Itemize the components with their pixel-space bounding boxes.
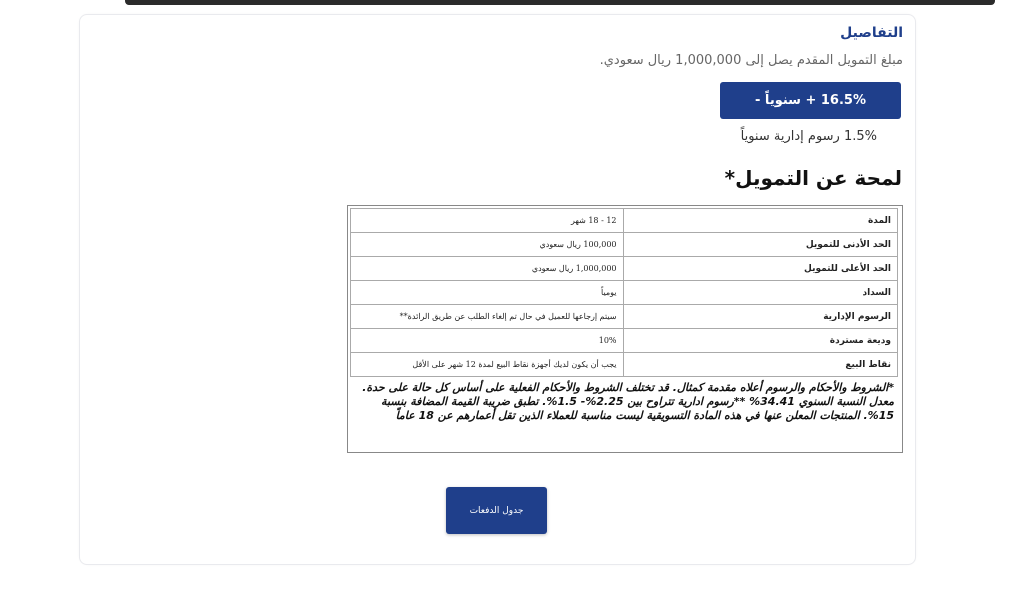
row-label: الحد الأعلى للتمويل (623, 257, 897, 281)
financing-table (347, 205, 903, 453)
table-row (351, 281, 898, 305)
interest-rate-button[interactable]: 16.5% + سنوياً - (720, 82, 901, 119)
row-label: الرسوم الإدارية (623, 305, 897, 329)
row-label: نقاط البيع (623, 353, 897, 377)
terms-disclaimer: *الشروط والأحكام والرسوم أعلاه مقدمة كمثال. قد تختلف الشروط والأحكام الفعلية على أساس كل حالة على حدة. معدل النسبة السنوي 34.41% **رسوم ادارية تتراوح بين 2.25%- 1.5%. تطبق ضريبة القيمة المضافة بنسبة 15%. المنتجات المعلن عنها في هذه المادة التسويقية ليست مناسبة للعملاء الذين تقل أعمارهم عن 18 عاماً (362, 381, 894, 422)
financing-amount-text: مبلغ التمويل المقدم يصل إلى 1,000,000 ريال سعودي. (599, 53, 903, 68)
row-value: يومياً (351, 281, 624, 305)
payment-schedule-button[interactable]: جدول الدفعات (446, 487, 547, 534)
details-title: التفاصيل (840, 25, 903, 41)
table-row (351, 257, 898, 281)
table-row (351, 329, 898, 353)
table-row (351, 233, 898, 257)
row-value: 100,000 ريال سعودي (351, 233, 624, 257)
row-label: المدة (623, 209, 897, 233)
financing-table-grid (350, 208, 898, 377)
row-value: سيتم إرجاعها للعميل في حال تم إلغاء الطلب عن طريق الرائدة** (351, 305, 624, 329)
table-row (351, 305, 898, 329)
table-row (351, 209, 898, 233)
row-value: يجب أن يكون لديك أجهزة نقاط البيع لمدة 12 شهر على الأقل (351, 353, 624, 377)
browser-top-bar (125, 0, 995, 5)
row-value: 10% (351, 329, 624, 353)
row-label: الحد الأدنى للتمويل (623, 233, 897, 257)
admin-fee-text: 1.5% رسوم إدارية سنوياً (740, 129, 877, 144)
table-row (351, 353, 898, 377)
row-label: وديعة مستردة (623, 329, 897, 353)
row-value: 1,000,000 ريال سعودي (351, 257, 624, 281)
overview-title: لمحة عن التمويل* (724, 166, 902, 190)
row-label: السداد (623, 281, 897, 305)
row-value: 12 - 18 شهر (351, 209, 624, 233)
